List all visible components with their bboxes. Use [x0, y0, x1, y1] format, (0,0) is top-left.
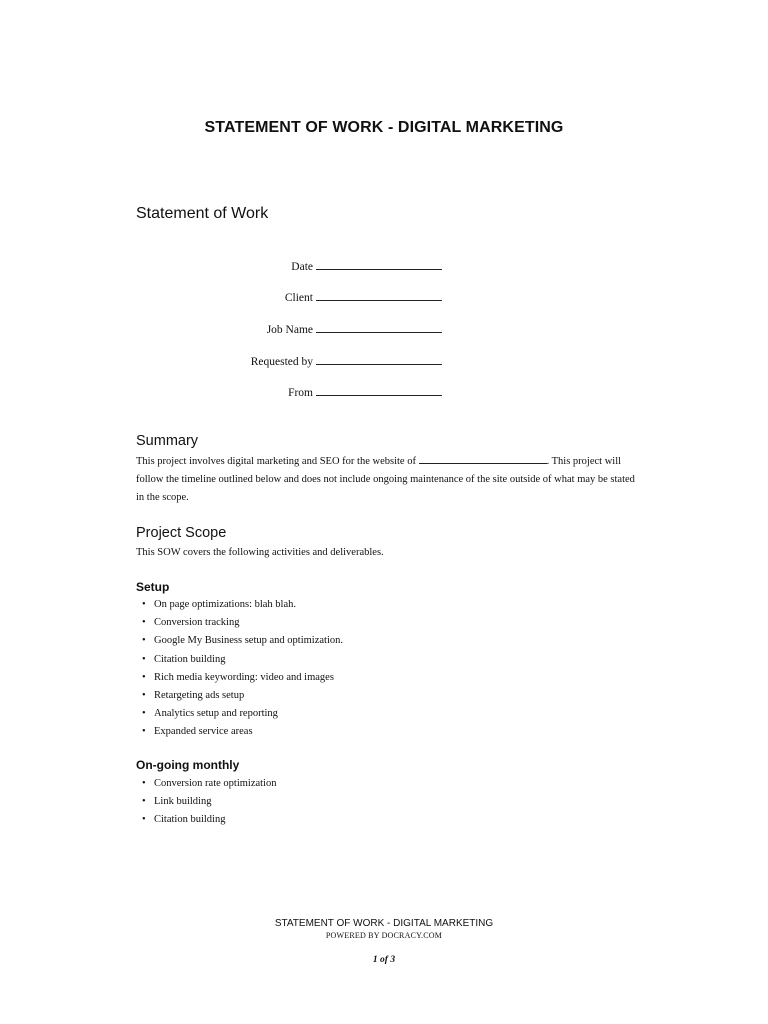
- bullet-icon: •: [142, 599, 146, 610]
- list-item-text: Citation building: [154, 653, 226, 665]
- list-item: [136, 811, 276, 829]
- fill-in-line[interactable]: [316, 354, 442, 365]
- list-item: [136, 614, 343, 632]
- list-item-text: Expanded service areas: [154, 726, 253, 738]
- list-item: [136, 596, 343, 614]
- document-title: STATEMENT OF WORK - DIGITAL MARKETING: [204, 119, 564, 136]
- list-item: [136, 687, 343, 705]
- list-item: [136, 669, 343, 687]
- fill-in-line[interactable]: [316, 385, 442, 396]
- summary-text-start: This project involves digital marketing and SEO for the website of: [136, 456, 416, 467]
- list-item-text: Google My Business setup and optimization.: [154, 635, 343, 647]
- list-item-text: Conversion rate optimization: [154, 778, 277, 789]
- setup-list: [136, 596, 343, 742]
- field-requested-by: [150, 354, 442, 370]
- ongoing-monthly-heading: On-going monthly: [136, 758, 240, 772]
- bullet-icon: •: [142, 635, 146, 647]
- summary-text-end: . This project will follow the timeline outlined below and does not include ongoing maintenance of the site outside of what may be stated in the scope.: [136, 456, 635, 504]
- bullet-icon: •: [142, 726, 146, 738]
- field-label: From: [288, 387, 313, 399]
- list-item-text: Conversion tracking: [154, 617, 240, 629]
- list-item-text: Citation building: [154, 814, 226, 826]
- fill-in-line[interactable]: [316, 290, 442, 301]
- bullet-icon: •: [142, 653, 146, 665]
- list-item-text: Retargeting ads setup: [154, 689, 245, 701]
- bullet-icon: •: [142, 814, 146, 826]
- field-from: [150, 385, 442, 401]
- list-item: [136, 651, 343, 669]
- fill-in-line[interactable]: [316, 259, 442, 270]
- bullet-icon: •: [142, 671, 146, 683]
- bullet-icon: •: [142, 708, 146, 720]
- project-scope-heading: Project Scope: [136, 525, 227, 541]
- list-item: [136, 705, 343, 723]
- bullet-icon: •: [142, 689, 146, 701]
- field-date: [150, 259, 442, 275]
- field-client: [150, 290, 442, 306]
- list-item: [136, 723, 343, 741]
- fill-in-line[interactable]: [316, 322, 442, 333]
- list-item-text: Rich media keywording: video and images: [154, 671, 334, 683]
- list-item-text: On page optimizations: blah blah.: [154, 599, 297, 610]
- summary-paragraph: [136, 453, 636, 508]
- setup-heading: Setup: [136, 580, 170, 594]
- ongoing-monthly-list: [136, 775, 276, 830]
- list-item: [136, 793, 276, 811]
- bullet-icon: •: [142, 778, 146, 789]
- footer-powered-by: POWERED BY DOCRACY.COM: [325, 931, 443, 940]
- field-label: Requested by: [250, 356, 313, 368]
- bullet-icon: •: [142, 796, 146, 808]
- list-item: [136, 775, 276, 793]
- list-item: [136, 632, 343, 650]
- website-blank-line[interactable]: [419, 454, 547, 464]
- field-label: Client: [284, 292, 313, 304]
- field-job-name: [150, 322, 442, 338]
- list-item-text: Analytics setup and reporting: [154, 708, 278, 720]
- list-item-text: Link building: [154, 796, 212, 808]
- bullet-icon: •: [142, 617, 146, 629]
- field-label: Job Name: [266, 324, 313, 336]
- page-number: 1 of 3: [372, 955, 396, 965]
- summary-heading: Summary: [136, 433, 199, 449]
- scope-intro: This SOW covers the following activities and deliverables.: [136, 547, 384, 558]
- field-label: Date: [291, 261, 313, 273]
- footer-title: STATEMENT OF WORK - DIGITAL MARKETING: [274, 918, 494, 929]
- section-heading-statement-of-work: Statement of Work: [136, 205, 269, 222]
